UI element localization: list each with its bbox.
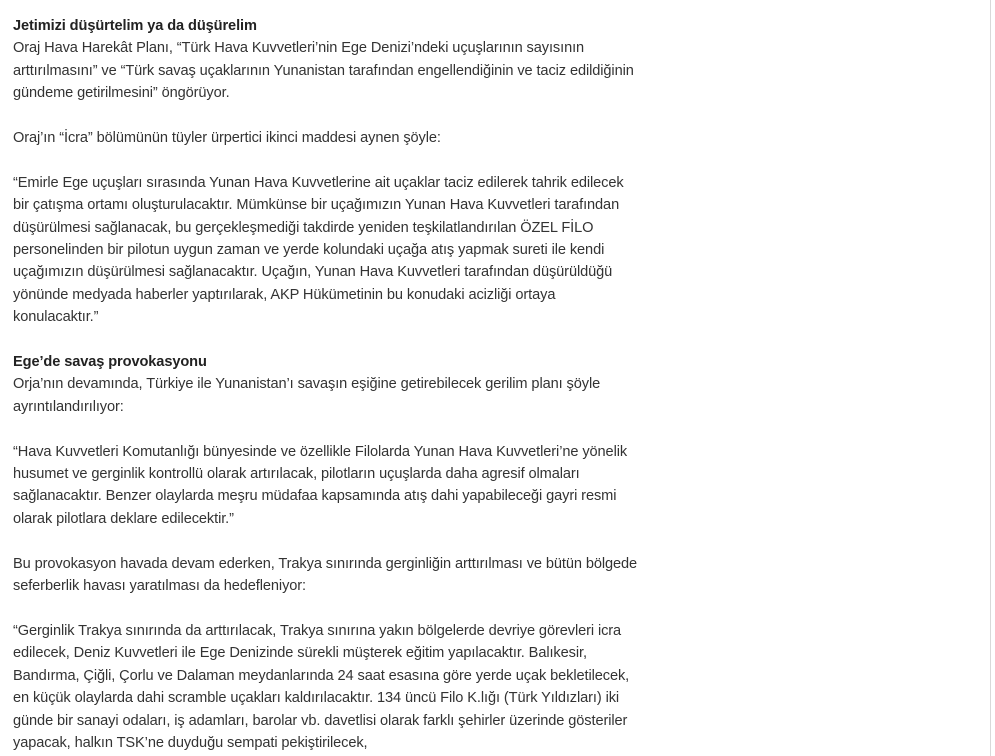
section-ege-body: Orja’nın devamında, Türkiye ile Yunanistan’ı savaşın eşiğine getirebilecek gerilim planı şöyle ayrıntılandırılıyor: — [13, 376, 601, 415]
section-heading-ege: Ege’de savaş provokasyonu — [13, 354, 207, 371]
article-body — [13, 15, 638, 756]
section-ege-paragraph — [13, 351, 638, 418]
section-jet-body: Oraj Hava Harekât Planı, “Türk Hava Kuvvetleri’nin Ege Denizi’ndeki uçuşlarının sayısının arttırılmasını” ve “Türk savaş uçaklarının Yunanistan tarafından engellendiğinin ve taciz edildiğinin gündeme getirilmesini” öngörüyor. — [13, 40, 634, 102]
right-border-divider — [990, 0, 991, 756]
icra-intro-paragraph: Oraj’ın “İcra” bölümünün tüyler ürpertici ikinci maddesi aynen şöyle: — [13, 130, 441, 147]
quote-order-paragraph: “Emirle Ege uçuşları sırasında Yunan Hava Kuvvetlerine ait uçaklar taciz edilerek tahrik edilecek bir çatışma ortamı oluşturulacaktır. Mümkünse bir uçağımızın Yunan Hava Kuvvetleri tarafından düşürülmesi sağlanacak, bu gerçekleşmediği takdirde yeniden teşkilatlandırılan ÖZEL FİLO personelinden bir pilotun uygun zaman ve yerde kolundaki uçağa atış yapmak sureti ile kendi uçağımızın düşürülmesi sağlanacaktır. Uçağın, Yunan Hava Kuvvetleri tarafından düşürüldüğü yönünde medyada haberler yaptırılarak, AKP Hükümetinin bu konudaki acizliği ortaya konulacaktır.” — [13, 174, 624, 326]
quote-air-force-paragraph: “Hava Kuvvetleri Komutanlığı bünyesinde ve özellikle Filolarda Yunan Hava Kuvvetleri’ne yönelik husumet ve gerginlik kontrollü olarak artırılacak, pilotların uçuşlarda daha agresif olmaları sağlanacaktır. Benzer olaylarda meşru müdafaa kapsamında atış dahi yapabileceği gayri resmi olarak pilotlara deklare edilecektir.” — [13, 443, 628, 527]
trakya-intro-paragraph: Bu provokasyon havada devam ederken, Trakya sınırında gerginliğin arttırılması ve bütün bölgede seferberlik havası yaratılması da hedefleniyor: — [13, 555, 638, 595]
section-jet-paragraph — [13, 15, 638, 105]
section-heading-jet: Jetimizi düşürtelim ya da düşürelim — [13, 18, 257, 34]
quote-trakya-paragraph: “Gerginlik Trakya sınırında da arttırılacak, Trakya sınırına yakın bölgelerde devriye görevleri icra edilecek, Deniz Kuvvetleri ile Ege Denizinde sürekli müşterek eğitim yapılacaktır. Balıkesir, Bandırma, Çiğli, Çorlu ve Dalaman meydanlarında 24 saat esasına göre yerde uçak bekletilecek, en küçük olaylarda dahi scramble uçakları kaldırılacaktır. 134 üncü Filo K.lığı (Türk Yıldızları) iki günde bir sanayi odaları, iş adamları, barolar vb. davetlisi olarak farklı şehirler üzerinde gösteriler yapacak, halkın TSK’ne duyduğu sempati pekiştirilecek, — [13, 622, 630, 751]
